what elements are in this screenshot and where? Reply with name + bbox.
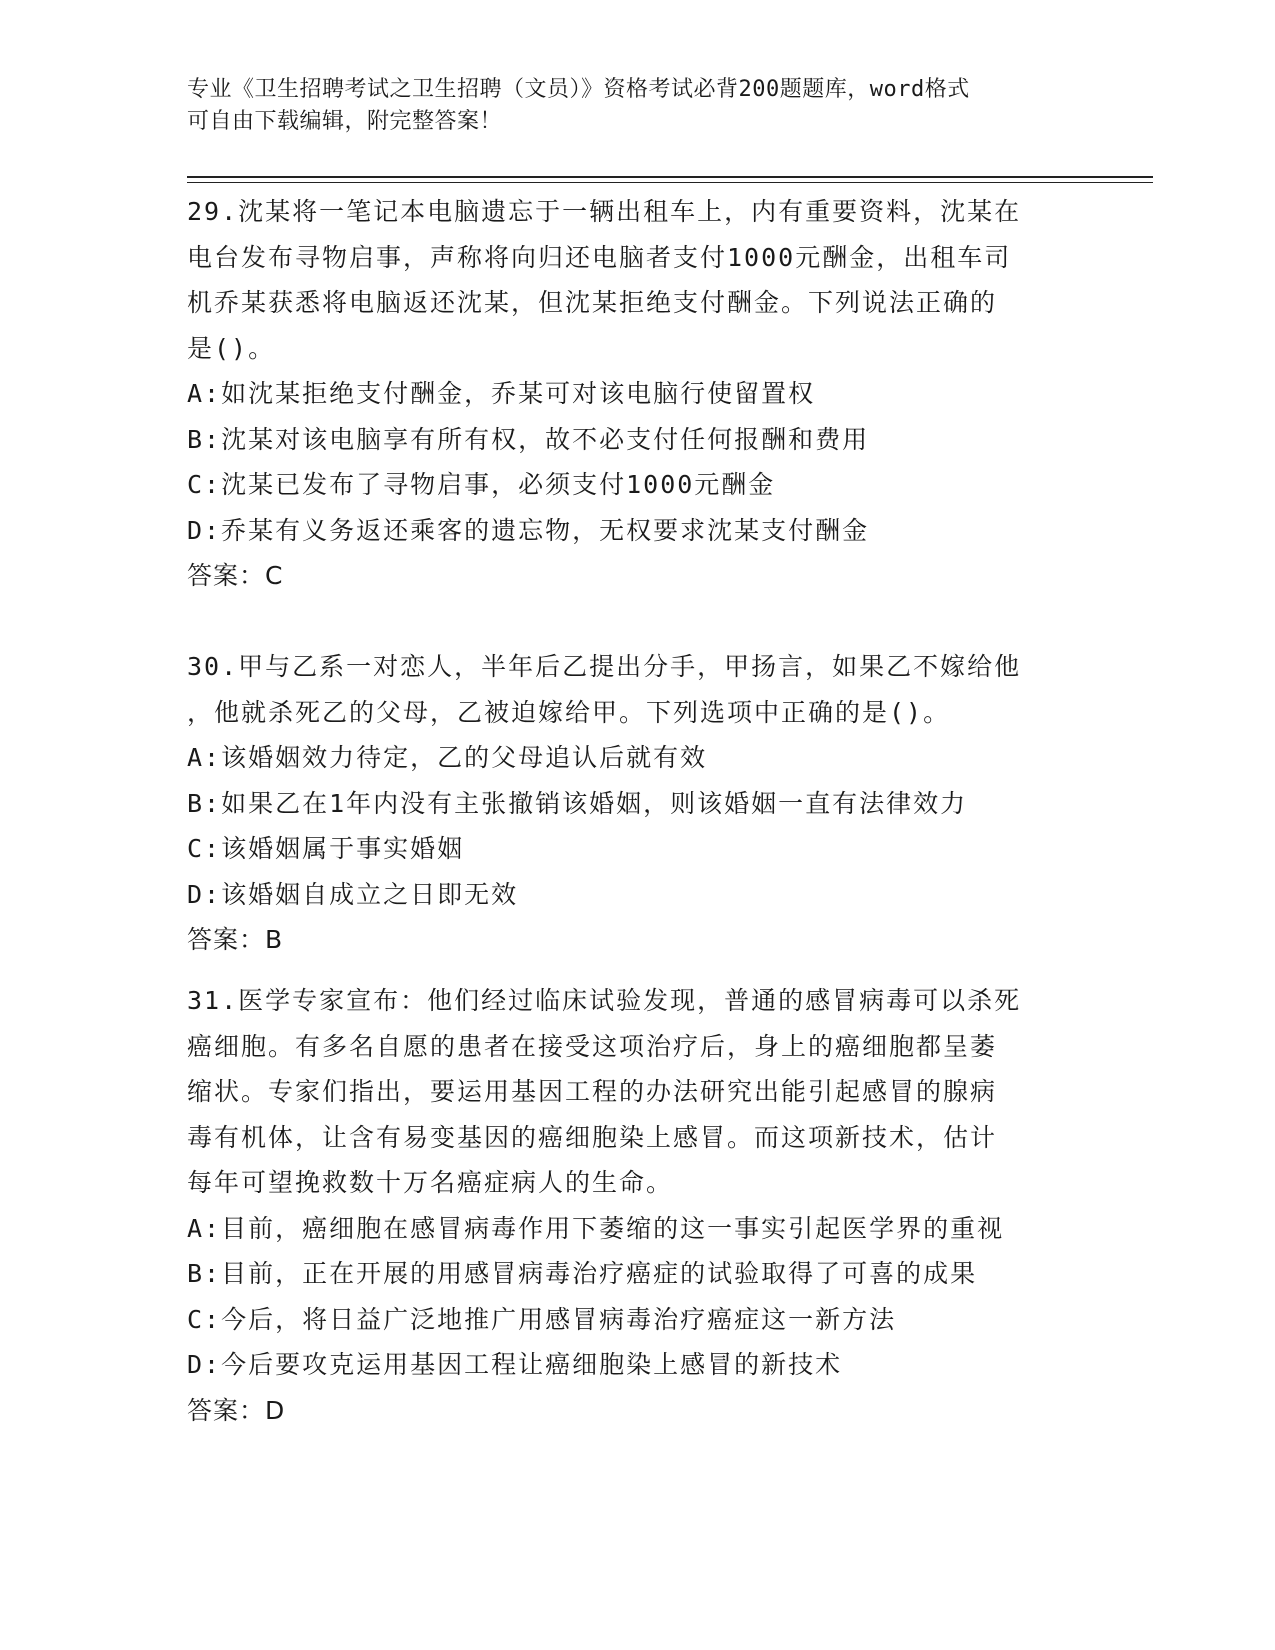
- answer-text: 答案：C: [187, 561, 284, 590]
- option-a: A:该婚姻效力待定，乙的父母追认后就有效: [187, 743, 708, 772]
- question-stem-line: ，他就杀死乙的父母，乙被迫嫁给甲。下列选项中正确的是()。: [187, 697, 951, 727]
- option-c: C:该婚姻属于事实婚姻: [187, 834, 465, 863]
- answer-text: 答案：D: [187, 1395, 286, 1425]
- question-29: [187, 189, 1087, 599]
- header-title-line-2: 可自由下载编辑，附完整答案！: [187, 109, 503, 134]
- option-b: B:如果乙在1年内没有主张撤销该婚姻，则该婚姻一直有法律效力: [187, 788, 968, 818]
- option-b: B:沈某对该电脑享有所有权，故不必支付任何报酬和费用: [187, 424, 870, 454]
- question-stem-line: 毒有机体，让含有易变基因的癌细胞染上感冒。而这项新技术，估计: [187, 1122, 998, 1152]
- option-c: C:沈某已发布了寻物启事，必须支付1000元酬金: [187, 470, 776, 499]
- question-30: [187, 644, 1087, 963]
- question-stem-line: 30.甲与乙系一对恋人，半年后乙提出分手，甲扬言，如果乙不嫁给他: [187, 652, 1022, 681]
- question-stem-line: 缩状。专家们指出，要运用基因工程的办法研究出能引起感冒的腺病: [187, 1077, 998, 1106]
- option-d: D:该婚姻自成立之日即无效: [187, 879, 519, 909]
- question-stem-line: 机乔某获悉将电脑返还沈某，但沈某拒绝支付酬金。下列说法正确的: [187, 288, 998, 317]
- question-stem-line: 是()。: [187, 333, 276, 363]
- question-stem-line: 29.沈某将一笔记本电脑遗忘于一辆出租车上，内有重要资料，沈某在: [187, 197, 1022, 226]
- answer-text: 答案：B: [187, 925, 284, 954]
- option-a: A:目前，癌细胞在感冒病毒作用下萎缩的这一事实引起医学界的重视: [187, 1213, 1005, 1243]
- question-31: [187, 978, 1087, 1433]
- question-stem-line: 31.医学专家宣布：他们经过临床试验发现，普通的感冒病毒可以杀死: [187, 986, 1022, 1015]
- header-divider-thin: [187, 182, 1153, 183]
- question-stem-line: 电台发布寻物启事，声称将向归还电脑者支付1000元酬金，出租车司: [187, 242, 1012, 272]
- document-header: [187, 74, 1087, 138]
- header-divider-thick: [187, 176, 1153, 178]
- header-title-line-1: 专业《卫生招聘考试之卫生招聘（文员）》资格考试必背200题题库，word格式: [187, 77, 970, 102]
- option-c: C:今后，将日益广泛地推广用感冒病毒治疗癌症这一新方法: [187, 1304, 897, 1334]
- option-a: A:如沈某拒绝支付酬金，乔某可对该电脑行使留置权: [187, 379, 816, 408]
- option-b: B:目前，正在开展的用感冒病毒治疗癌症的试验取得了可喜的成果: [187, 1259, 978, 1288]
- question-stem-line: 癌细胞。有多名自愿的患者在接受这项治疗后，身上的癌细胞都呈萎: [187, 1031, 998, 1061]
- option-d: D:乔某有义务返还乘客的遗忘物，无权要求沈某支付酬金: [187, 515, 870, 545]
- option-d: D:今后要攻克运用基因工程让癌细胞染上感冒的新技术: [187, 1350, 843, 1379]
- question-stem-line: 每年可望挽救数十万名癌症病人的生命。: [187, 1168, 674, 1197]
